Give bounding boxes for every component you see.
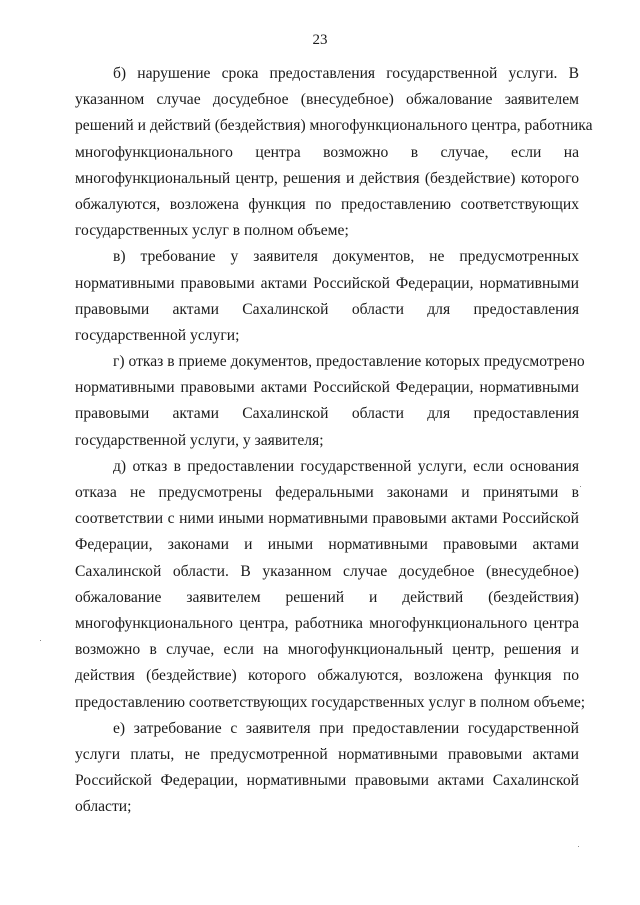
text-line: многофункциональный центр, решения и действия (бездействие) которого	[75, 169, 579, 187]
text-line: многофункционального центра, работника многофункционального центра	[75, 614, 579, 632]
text-line: е) затребование с заявителя при предоставлении государственной	[113, 719, 579, 737]
text-line: д) отказ в предоставлении государственной услуги, если основания	[113, 457, 579, 475]
text-line: Федерации, законами и иными нормативными правовыми актами	[75, 536, 579, 554]
text-line: действия (бездействие) которого обжалуются, возложена функция по	[75, 667, 579, 685]
paragraph-b	[75, 61, 593, 244]
text-line: возможно в случае, если на многофункциональный центр, решения и	[75, 641, 579, 659]
text-line: обжалование заявителем решений и действий (бездействия)	[75, 588, 579, 606]
text-line: решений и действий (бездействия) многофункционального центра, работника	[75, 117, 593, 135]
text-line: области;	[75, 798, 132, 816]
text-line: многофункционального центра возможно в случае, если на	[75, 143, 579, 161]
page-number: 23	[312, 32, 328, 48]
text-line: Сахалинской области. В указанном случае досудебное (внесудебное)	[75, 562, 579, 580]
text-line: услуги платы, не предусмотренной нормативными правовыми актами	[75, 745, 579, 763]
text-line: государственной услуги, у заявителя;	[75, 431, 324, 449]
text-line: отказа не предусмотрены федеральными законами и принятыми в	[75, 484, 579, 501]
text-line: нормативными правовыми актами Российской Федерации, нормативными	[75, 379, 579, 397]
paragraph-v	[75, 244, 579, 349]
text-line: б) нарушение срока предоставления государственной услуги. В	[113, 65, 579, 82]
scan-artifact	[578, 846, 579, 847]
text-line: соответствии с ними иными нормативными правовыми актами Российской	[75, 510, 579, 528]
paragraph-d	[75, 454, 586, 716]
text-line: в) требование у заявителя документов, не предусмотренных	[113, 248, 579, 266]
text-line: г) отказ в приеме документов, предоставление которых предусмотрено	[113, 353, 585, 371]
text-line: правовыми актами Сахалинской области для предоставления	[75, 405, 579, 423]
paragraph-g	[75, 349, 585, 454]
text-line: государственных услуг в полном объеме;	[75, 222, 349, 240]
scan-artifact	[40, 640, 41, 641]
text-line: нормативными правовыми актами Российской Федерации, нормативными	[75, 274, 579, 292]
scan-artifact	[580, 486, 581, 487]
text-line: государственной услуги;	[75, 326, 240, 344]
text-line: предоставлению соответствующих государственных услуг в полном объеме;	[75, 693, 586, 711]
text-line: указанном случае досудебное (внесудебное) обжалование заявителем	[75, 91, 579, 109]
text-line: правовыми актами Сахалинской области для предоставления	[75, 300, 579, 318]
document-body	[75, 61, 593, 820]
text-line: обжалуются, возложена функция по предоставлению соответствующих	[75, 195, 579, 213]
text-line: Российской Федерации, нормативными правовыми актами Сахалинской	[75, 772, 579, 790]
paragraph-e	[75, 716, 579, 821]
